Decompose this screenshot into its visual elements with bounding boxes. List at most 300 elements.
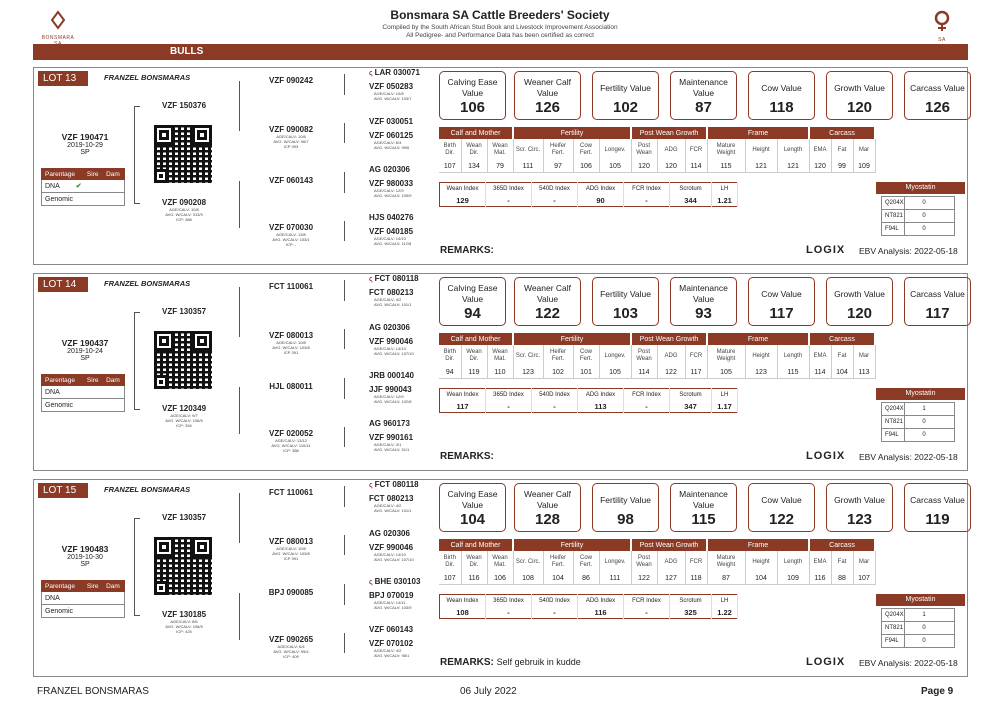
myostatin-header: Myostatin <box>876 182 965 194</box>
trait-value: 110 <box>487 367 513 378</box>
trait-value: 105 <box>599 367 631 378</box>
tree-line <box>344 172 345 193</box>
ebv-value: 120 <box>846 305 873 322</box>
trait-label: Birth Dir. <box>439 345 461 367</box>
qr-code[interactable] <box>152 123 214 185</box>
trait-ebv-table <box>439 539 876 585</box>
myostatin-value: 1 <box>904 403 954 416</box>
dna-label: DNA <box>45 388 60 396</box>
remarks <box>440 451 494 462</box>
red-marker-icon: ς <box>369 482 375 489</box>
index-label: Wean Index <box>440 183 486 195</box>
index-label: FCR Index <box>624 183 670 195</box>
genomic-label: Genomic <box>42 193 125 206</box>
index-value: 113 <box>578 401 624 413</box>
trait-value: 114 <box>685 161 707 172</box>
ancestor-stat-1: AGE/CALV: 12/9 <box>374 188 404 193</box>
dam-id: VZF 090208 <box>161 198 207 207</box>
sp-label: SP <box>80 561 90 568</box>
ancestor-id: BHE 030103 <box>374 577 421 586</box>
sire-sire-id: FCT 110061 <box>268 282 314 291</box>
trait-value: 104 <box>745 573 777 584</box>
trait-label: Mature Weight <box>707 345 745 367</box>
trait-group-header: Fertility <box>513 333 631 345</box>
dam-node <box>139 404 229 428</box>
remarks <box>440 245 494 256</box>
grandparent-node <box>369 433 439 452</box>
ancestor-id: FCT 080118 <box>374 274 419 283</box>
dam-dam-node <box>246 223 336 247</box>
index-value: 344 <box>670 195 712 207</box>
trait-value: 120 <box>631 161 657 172</box>
trait-value: 119 <box>461 367 487 378</box>
ancestor-id: AG 020306 <box>369 529 410 538</box>
trait-value: 87 <box>707 573 745 584</box>
trait-group-header: Calf and Mother <box>439 127 513 139</box>
tree-line <box>134 106 140 107</box>
grandparent-node <box>369 131 439 150</box>
trait-label: Longev. <box>599 551 631 573</box>
myostatin-label: Q204X <box>882 197 905 210</box>
ancestor-id: VZF 030051 <box>369 117 414 126</box>
tree-line <box>344 221 345 241</box>
tree-line <box>344 633 345 653</box>
tree-line <box>134 615 140 616</box>
grandparent-node <box>369 165 439 174</box>
ebv-label: Maintenance Value <box>679 489 728 510</box>
myostatin-value: 1 <box>904 609 954 622</box>
trait-label: Length <box>777 551 809 573</box>
myostatin-header: Myostatin <box>876 388 965 400</box>
trait-value: 117 <box>685 367 707 378</box>
dna-label: DNA <box>45 594 60 602</box>
index-value: 1.21 <box>712 195 738 207</box>
ancestor-id: JRB 000140 <box>369 371 414 380</box>
sire-dam-node <box>246 537 336 561</box>
genomic-label: Genomic <box>42 605 125 618</box>
ebv-value: 94 <box>464 305 481 322</box>
dam-stat-2: AVG. W/CALV: 106/5 <box>165 418 203 423</box>
trait-value: 114 <box>631 367 657 378</box>
footer-date: 06 July 2022 <box>460 686 517 697</box>
index-value: 129 <box>440 195 486 207</box>
dam-dam-stat-3: ICP: 409 <box>283 654 299 659</box>
lot-card <box>33 479 968 677</box>
trait-label: Fat <box>831 139 853 161</box>
trait-label: Post Wean <box>631 345 657 367</box>
ebv-box <box>904 277 971 326</box>
red-marker-icon: ς <box>369 579 375 586</box>
trait-value: 102 <box>543 367 573 378</box>
ancestor-stat-2: AVG. W/CALV: 91/1 <box>374 447 410 452</box>
ebv-box <box>904 71 971 120</box>
ebv-analysis-date: EBV Analysis: 2022-05-18 <box>859 246 958 256</box>
trait-value: 122 <box>631 573 657 584</box>
index-label: Scrotum <box>670 389 712 401</box>
grandparent-node <box>369 625 439 634</box>
trait-label: ADG <box>657 345 685 367</box>
animal-info <box>40 338 130 362</box>
ancestor-stat-1: AGE/CALV: 12/9 <box>374 394 404 399</box>
index-value: - <box>532 195 578 207</box>
dna-check-icon <box>60 595 76 602</box>
trait-value: 116 <box>809 573 831 584</box>
breeder-name: FRANZEL BONSMARAS <box>104 279 191 288</box>
dam-stat-3: ICP: 388 <box>176 217 192 222</box>
sa-studbook-logo <box>922 10 962 43</box>
myostatin-label: NT821 <box>882 622 905 635</box>
sire-dam-id: VZF 090082 <box>268 125 314 134</box>
dam-dam-node <box>246 635 336 659</box>
dam-sire-id: VZF 060143 <box>268 176 314 185</box>
tree-line <box>134 106 135 203</box>
lot-number: LOT 13 <box>38 71 88 86</box>
tree-line <box>239 493 240 543</box>
ebv-label: Calving Ease Value <box>447 77 498 98</box>
tree-line <box>239 181 240 228</box>
ebv-box <box>748 71 815 120</box>
ebv-value: 128 <box>534 511 561 528</box>
tree-line <box>344 427 345 447</box>
ancestor-id: VZF 060125 <box>369 131 414 140</box>
sire-sire-node <box>246 76 336 85</box>
trait-value: 106 <box>487 573 513 584</box>
myostatin-table <box>881 608 955 648</box>
ebv-label: Calving Ease Value <box>447 489 498 510</box>
ancestor-id: AG 020306 <box>369 323 410 332</box>
ancestor-stat-2: AVG. W/CALV: 103/7 <box>374 96 412 101</box>
ancestor-id: FCT 080213 <box>369 494 414 503</box>
trait-value: 88 <box>831 573 853 584</box>
lot-card <box>33 273 968 471</box>
index-label: Scrotum <box>670 183 712 195</box>
dam-id: VZF 130185 <box>161 610 207 619</box>
remarks-label: REMARKS: <box>440 451 494 462</box>
sire-dam-stat-3: ICP 391 <box>283 556 299 561</box>
trait-label: Heifer Fert. <box>543 345 573 367</box>
ancestor-id: HJS 040276 <box>369 213 414 222</box>
index-value: 1.22 <box>712 607 738 619</box>
grandparent-node <box>369 82 439 101</box>
ancestor-id: VZF 060143 <box>369 625 414 634</box>
trait-value: 107 <box>439 573 461 584</box>
parentage-header: Parentage <box>42 375 84 386</box>
ancestor-id: VZF 990046 <box>369 543 414 552</box>
logo-left-text: BONSMARA <box>41 35 75 41</box>
ebv-value: 122 <box>768 511 795 528</box>
dam-header: Dam <box>103 169 125 180</box>
trait-label: Longev. <box>599 345 631 367</box>
qr-code[interactable] <box>152 329 214 391</box>
footer-page: Page 9 <box>921 686 954 697</box>
ebv-box <box>439 277 506 326</box>
index-value: 108 <box>440 607 486 619</box>
dam-dam-stat-1: AGE/CALV: 13/8 <box>276 232 306 237</box>
trait-value: 109 <box>853 161 875 172</box>
ebv-value: 115 <box>691 511 716 528</box>
index-label: ADG Index <box>578 183 624 195</box>
index-value: - <box>624 401 670 413</box>
dam-sire-node <box>246 382 336 391</box>
tree-line <box>134 518 140 519</box>
ancestor-id: VZF 070102 <box>369 639 414 648</box>
grandparent-node <box>369 543 439 562</box>
dam-stat-3: ICP: 425 <box>176 629 192 634</box>
ancestor-stat-1: AGE/CALV: 14/10 <box>374 552 406 557</box>
ebv-box <box>748 277 815 326</box>
section-bar-bulls: BULLS <box>33 44 968 60</box>
grandparent-node <box>369 577 439 586</box>
ebv-label: Carcass Value <box>910 494 965 505</box>
tree-line <box>344 378 345 399</box>
ebv-label: Weaner Calf Value <box>523 489 572 510</box>
grandparent-node <box>369 419 439 428</box>
index-value: 325 <box>670 607 712 619</box>
myostatin-label: F94L <box>882 429 905 442</box>
dam-id: VZF 120349 <box>161 404 207 413</box>
trait-label: Length <box>777 139 809 161</box>
logix-logo: LOGIX <box>806 450 846 462</box>
tree-line <box>344 584 345 605</box>
ebv-analysis-date: EBV Analysis: 2022-05-18 <box>859 658 958 668</box>
sire-header: Sire <box>83 169 102 180</box>
trait-label: Cow Fert. <box>573 139 599 161</box>
ebv-label: Growth Value <box>834 288 885 299</box>
index-label: 540D Index <box>532 595 578 607</box>
red-marker-icon: ς <box>369 276 375 283</box>
ebv-box <box>748 483 815 532</box>
ebv-box <box>904 483 971 532</box>
dam-sire-id: BPJ 090085 <box>268 588 314 597</box>
grandparent-node <box>369 213 439 222</box>
trait-value: 106 <box>573 161 599 172</box>
trait-group-header: Carcass <box>809 539 875 551</box>
dam-dam-id: VZF 020052 <box>268 429 314 438</box>
trait-group-header: Frame <box>707 333 809 345</box>
trait-value: 111 <box>513 161 543 172</box>
ebv-box <box>826 483 893 532</box>
trait-label: Wean Mat. <box>487 551 513 573</box>
myostatin-label: F94L <box>882 635 905 648</box>
ancestor-stat-1: AGE/CALV: 4/2 <box>374 297 402 302</box>
index-label: ADG Index <box>578 389 624 401</box>
sire-dam-stat-2: AVG. W/CALV: 103/8 <box>272 345 310 350</box>
birth-date: 2019-10-30 <box>67 554 103 561</box>
dam-node <box>139 198 229 222</box>
index-value: - <box>624 195 670 207</box>
animal-id: VZF 190437 <box>61 338 109 348</box>
trait-value: 107 <box>439 161 461 172</box>
index-label: Wean Index <box>440 595 486 607</box>
dam-header: Dam <box>103 375 125 386</box>
grandparent-node <box>369 337 439 356</box>
ebv-box <box>514 277 581 326</box>
tree-line <box>344 329 345 349</box>
trait-label: EMA <box>809 345 831 367</box>
ebv-value: 103 <box>612 305 639 322</box>
ancestor-id: VZF 990161 <box>369 433 414 442</box>
tree-line <box>344 280 345 301</box>
breeder-name: FRANZEL BONSMARAS <box>104 485 191 494</box>
dam-dam-stat-1: AGE/CALV: 13/12 <box>275 438 307 443</box>
trait-label: Heifer Fert. <box>543 139 573 161</box>
trait-label: Wean Dir. <box>461 139 487 161</box>
tree-line <box>239 81 240 131</box>
ancestor-id: LAR 030071 <box>374 68 420 77</box>
dam-sire-node <box>246 588 336 597</box>
ancestor-id: BPJ 070019 <box>369 591 414 600</box>
ancestor-stat-2: AVG. W/CALV: 103/9 <box>374 605 412 610</box>
dam-dam-node <box>246 429 336 453</box>
sire-dam-stat-2: AVG. W/CALV: 103/8 <box>272 551 310 556</box>
grandparent-node <box>369 288 439 307</box>
dna-check-icon <box>60 389 76 396</box>
ebv-label: Fertility Value <box>600 494 651 505</box>
index-label: Scrotum <box>670 595 712 607</box>
trait-label: Wean Mat. <box>487 139 513 161</box>
ebv-value: 102 <box>612 99 639 116</box>
footer-breeder: FRANZEL BONSMARAS <box>37 686 149 697</box>
index-label: 365D Index <box>486 183 532 195</box>
ebv-value: 120 <box>846 99 873 116</box>
trait-label: Scr. Circ. <box>513 345 543 367</box>
ancestor-id: AG 020306 <box>369 165 410 174</box>
dam-sire-id: HJL 080011 <box>269 382 313 391</box>
ebv-label: Weaner Calf Value <box>523 283 572 304</box>
ebv-analysis-date: EBV Analysis: 2022-05-18 <box>859 452 958 462</box>
ancestor-stat-1: AGE/CALV: 4/2 <box>374 503 402 508</box>
index-value: - <box>532 401 578 413</box>
qr-code[interactable] <box>152 535 214 597</box>
remarks-text: Self gebruik in kudde <box>496 657 581 667</box>
sire-header: Sire <box>83 581 102 592</box>
index-label: ADG Index <box>578 595 624 607</box>
trait-value: 105 <box>707 367 745 378</box>
trait-label: Post Wean <box>631 551 657 573</box>
dam-dam-stat-2: AVG. W/CALV: 103/1 <box>272 237 310 242</box>
myostatin-label: NT821 <box>882 416 905 429</box>
trait-label: Height <box>745 551 777 573</box>
index-label: Wean Index <box>440 389 486 401</box>
sa-studbook-logo-icon <box>932 10 952 32</box>
index-label: LH <box>712 389 738 401</box>
animal-id: VZF 190471 <box>61 132 109 142</box>
ancestor-stat-2: AVG. W/CALV: 99/6 <box>374 145 410 150</box>
sire-dam-stat-3: ICP 393 <box>283 144 299 149</box>
index-value: 116 <box>578 607 624 619</box>
trait-label: Longev. <box>599 139 631 161</box>
trait-value: 105 <box>599 161 631 172</box>
ebv-value: 122 <box>534 305 561 322</box>
trait-value: 123 <box>513 367 543 378</box>
trait-value: 120 <box>657 161 685 172</box>
index-label: LH <box>712 183 738 195</box>
grandparent-node <box>369 179 439 198</box>
index-value: 90 <box>578 195 624 207</box>
genomic-label: Genomic <box>42 399 125 412</box>
dam-dam-stat-2: AVG. W/CALV: 110/11 <box>271 443 311 448</box>
ebv-value: 119 <box>925 511 950 528</box>
trait-group-header: Frame <box>707 127 809 139</box>
ebv-label: Maintenance Value <box>679 77 728 98</box>
trait-value: 115 <box>777 367 809 378</box>
tree-line <box>239 593 240 640</box>
birth-date: 2019-10-24 <box>67 348 103 355</box>
trait-value: 104 <box>543 573 573 584</box>
grandparent-node <box>369 639 439 658</box>
index-label: FCR Index <box>624 595 670 607</box>
index-table <box>439 388 738 413</box>
grandparent-node <box>369 323 439 332</box>
sire-id: VZF 130357 <box>161 513 207 522</box>
ancestor-id: VZF 990046 <box>369 337 414 346</box>
ancestor-stat-2: AVG. W/CALV: 101/1 <box>374 302 412 307</box>
trait-label: Scr. Circ. <box>513 139 543 161</box>
dam-stat-3: ICP: 394 <box>176 423 192 428</box>
index-label: 365D Index <box>486 595 532 607</box>
sire-dam-stat-1: AGE/CALV: 10/8 <box>276 546 306 551</box>
trait-group-header: Fertility <box>513 539 631 551</box>
ebv-value: 98 <box>617 511 634 528</box>
index-label: 540D Index <box>532 389 578 401</box>
grandparent-node <box>369 371 439 380</box>
dam-dam-stat-1: AGE/CALV: 6/4 <box>277 644 305 649</box>
animal-id: VZF 190483 <box>61 544 109 554</box>
parentage-header: Parentage <box>42 581 84 592</box>
tree-line <box>134 409 140 410</box>
trait-value: 109 <box>777 573 809 584</box>
trait-value: 108 <box>513 573 543 584</box>
ebv-box <box>592 277 659 326</box>
trait-label: Height <box>745 345 777 367</box>
ebv-label: Calving Ease Value <box>447 283 498 304</box>
trait-value: 104 <box>831 367 853 378</box>
ebv-box <box>826 71 893 120</box>
dam-node <box>139 610 229 634</box>
myostatin-table <box>881 402 955 442</box>
sire-node <box>139 307 229 316</box>
trait-label: Fat <box>831 345 853 367</box>
sire-dam-id: VZF 080013 <box>268 537 314 546</box>
logix-logo: LOGIX <box>806 656 846 668</box>
ancestor-stat-1: AGE/CALV: 14/10 <box>374 346 406 351</box>
trait-label: Birth Dir. <box>439 139 461 161</box>
tree-line <box>344 535 345 555</box>
sire-dam-stat-3: ICP 391 <box>283 350 299 355</box>
parentage-table <box>41 374 125 412</box>
ebv-label: Cow Value <box>761 288 802 299</box>
sire-dam-node <box>246 125 336 149</box>
trait-label: Heifer Fert. <box>543 551 573 573</box>
ancestor-stat-2: AVG. W/CALV: 101/1 <box>374 508 412 513</box>
tree-line <box>134 312 140 313</box>
trait-value: 111 <box>599 573 631 584</box>
trait-label: Mar <box>853 345 875 367</box>
index-value: - <box>624 607 670 619</box>
trait-group-header: Fertility <box>513 127 631 139</box>
trait-group-header: Frame <box>707 539 809 551</box>
trait-value: 121 <box>777 161 809 172</box>
index-value: 117 <box>440 401 486 413</box>
grandparent-node <box>369 68 439 77</box>
grandparent-node <box>369 117 439 126</box>
page-header <box>0 0 1000 44</box>
sire-id: VZF 150376 <box>161 101 207 110</box>
ancestor-id: VZF 980033 <box>369 179 414 188</box>
ebv-box <box>514 483 581 532</box>
trait-label: EMA <box>809 139 831 161</box>
sire-sire-node <box>246 488 336 497</box>
